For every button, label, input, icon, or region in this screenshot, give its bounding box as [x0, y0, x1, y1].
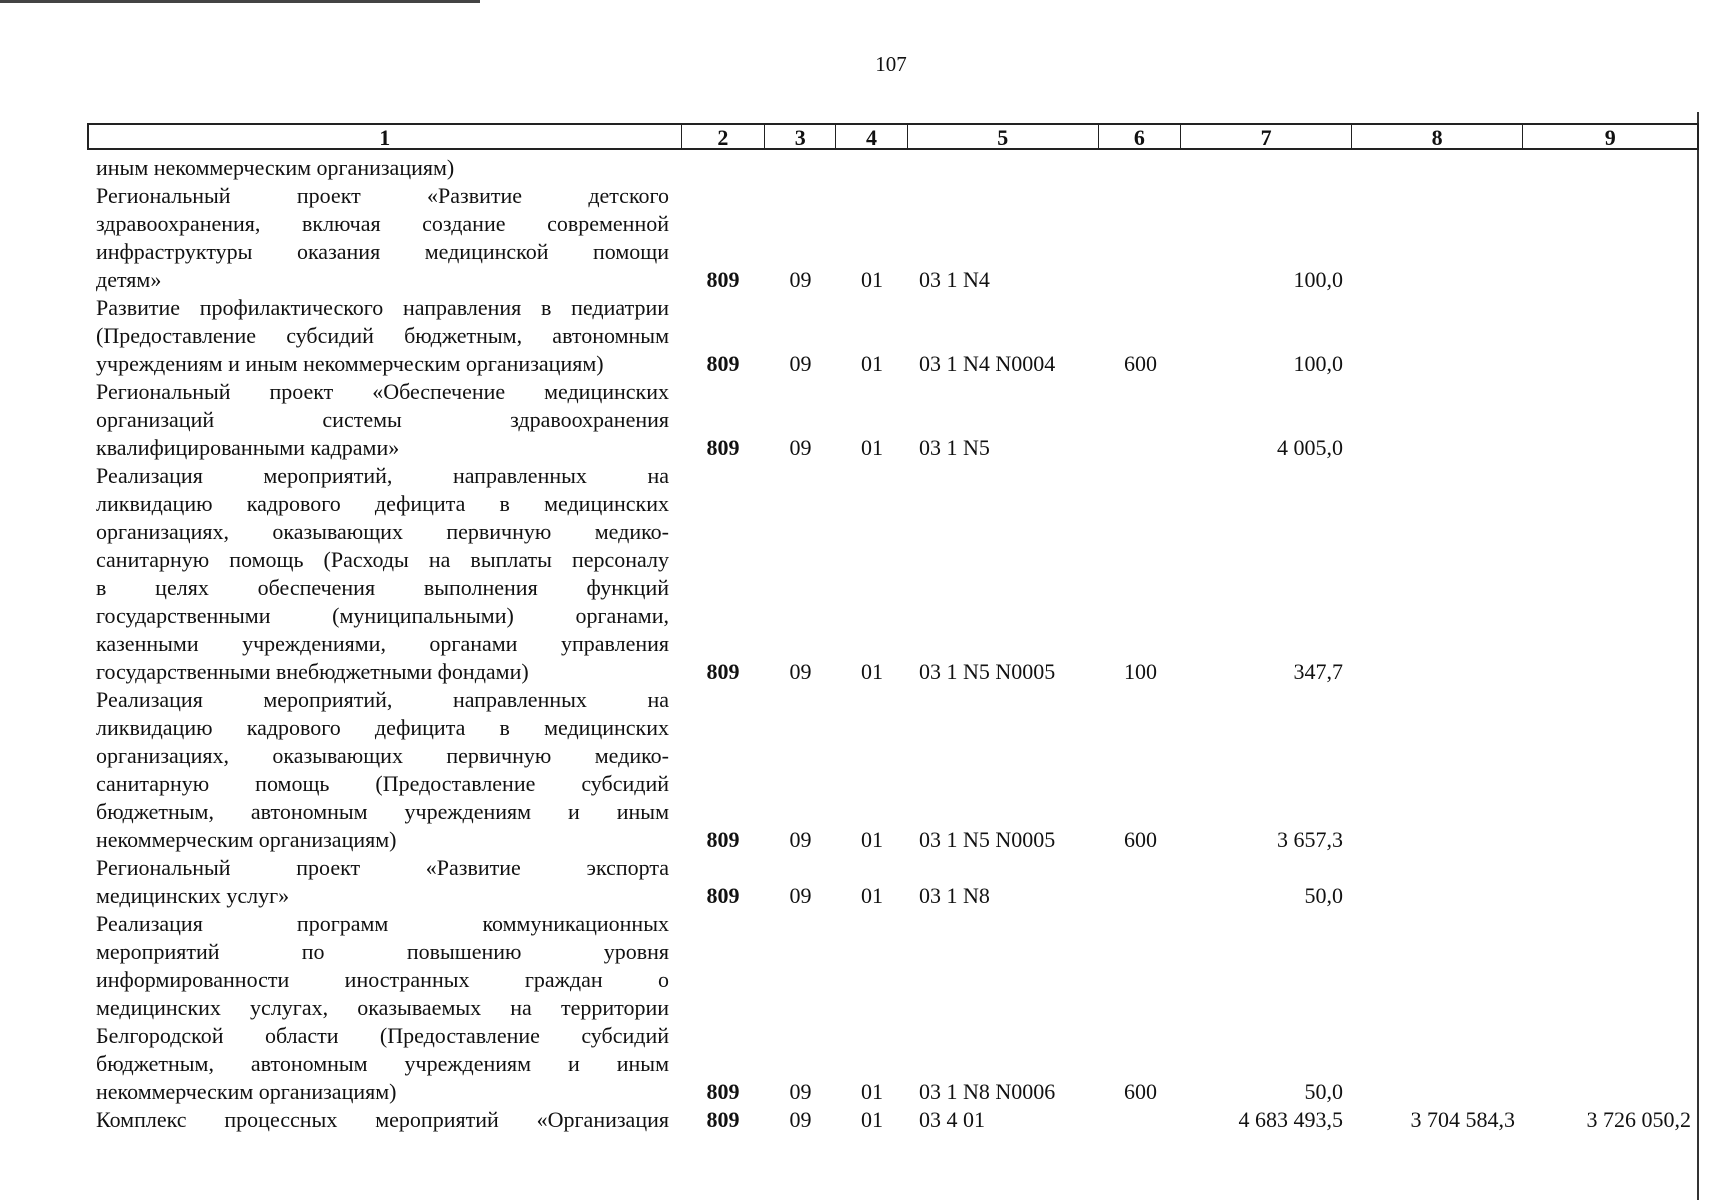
row-description-line: Реализация программ коммуникационных — [96, 911, 669, 936]
row-description-line: некоммерческим организациям) — [96, 1079, 397, 1104]
expense-type-code: 600 — [1124, 1079, 1157, 1104]
amount-year-1: 347,7 — [1293, 659, 1343, 684]
row-description-line: Комплекс процессных мероприятий «Организация — [96, 1107, 669, 1132]
header-col-3: 3 — [765, 125, 836, 148]
row-description-line: информированности иностранных граждан о — [96, 967, 669, 992]
amount-year-3 — [1525, 882, 1691, 910]
subsection-code: 01 — [861, 883, 883, 908]
subsection-code: 01 — [861, 435, 883, 460]
chapter-code: 809 — [706, 827, 740, 852]
row-description-line: Белгородской области (Предоставление субсидий — [96, 1023, 669, 1048]
amount-year-3 — [1525, 434, 1691, 462]
row-description-line: Региональный проект «Развитие детского — [96, 183, 669, 208]
amount-year-2 — [1353, 266, 1515, 294]
chapter-code: 809 — [706, 1079, 740, 1104]
amount-year-3: 3 726 050,2 — [1586, 1107, 1691, 1132]
amount-year-1: 4 005,0 — [1277, 435, 1343, 460]
row-description-line: детям» — [96, 267, 162, 292]
row-description-line: в целях обеспечения выполнения функций — [96, 575, 669, 600]
row-description-line: медицинских услуг» — [96, 883, 290, 908]
amount-year-1: 100,0 — [1293, 351, 1343, 376]
amount-year-3 — [1525, 1078, 1691, 1106]
target-article-code: 03 1 N4 N0004 — [919, 351, 1056, 376]
page-number: 107 — [875, 52, 907, 76]
row-description-line: организациях, оказывающих первичную медико- — [96, 519, 669, 544]
table-right-border — [1697, 112, 1699, 1200]
amount-year-2 — [1353, 826, 1515, 854]
amount-year-2 — [1353, 882, 1515, 910]
section-code: 09 — [789, 1079, 812, 1104]
chapter-code: 809 — [706, 659, 740, 684]
target-article-code: 03 4 01 — [919, 1107, 985, 1132]
table-header-row — [87, 123, 1699, 150]
chapter-code: 809 — [706, 267, 740, 292]
subsection-code: 01 — [861, 827, 883, 852]
target-article-code: 03 1 N5 N0005 — [919, 827, 1056, 852]
row-description-line: квалифицированными кадрами» — [96, 435, 400, 460]
section-code: 09 — [789, 883, 812, 908]
row-description-line: Развитие профилактического направления в педиатрии — [96, 295, 669, 320]
chapter-code: 809 — [706, 883, 740, 908]
target-article-code: 03 1 N4 — [919, 267, 990, 292]
row-description-line: бюджетным, автономным учреждениям и иным — [96, 1051, 669, 1076]
expense-type-code: 100 — [1124, 659, 1157, 684]
subsection-code: 01 — [861, 351, 883, 376]
row-description-line: государственными (муниципальными) органами, — [96, 603, 669, 628]
amount-year-1: 100,0 — [1293, 267, 1343, 292]
header-col-5: 5 — [908, 125, 1099, 148]
expense-type-code — [1099, 882, 1182, 910]
subsection-code: 01 — [861, 659, 883, 684]
header-col-8: 8 — [1352, 125, 1524, 148]
expense-type-code: 600 — [1124, 827, 1157, 852]
header-col-2: 2 — [682, 125, 766, 148]
row-description-line: организаций системы здравоохранения — [96, 407, 669, 432]
header-col-4: 4 — [836, 125, 908, 148]
row-description-line: Реализация мероприятий, направленных на — [96, 463, 669, 488]
row-description-line: инфраструктуры оказания медицинской помощи — [96, 239, 669, 264]
subsection-code: 01 — [861, 1079, 883, 1104]
section-code: 09 — [789, 827, 812, 852]
amount-year-1: 3 657,3 — [1277, 827, 1343, 852]
row-description-line: санитарную помощь (Предоставление субсидий — [96, 771, 669, 796]
row-description-line: ликвидацию кадрового дефицита в медицинских — [96, 715, 669, 740]
row-description-line: Реализация мероприятий, направленных на — [96, 687, 669, 712]
subsection-code: 01 — [861, 267, 883, 292]
expense-type-code — [1099, 434, 1182, 462]
header-col-6: 6 — [1099, 125, 1182, 148]
scan-artifact-line — [0, 0, 480, 3]
row-description-line: некоммерческим организациям) — [96, 827, 397, 852]
row-description-line: медицинских услугах, оказываемых на территории — [96, 995, 669, 1020]
expense-type-code — [1099, 266, 1182, 294]
section-code: 09 — [789, 351, 812, 376]
row-description-line: здравоохранения, включая создание современной — [96, 211, 669, 236]
amount-year-1: 50,0 — [1304, 883, 1343, 908]
target-article-code: 03 1 N5 N0005 — [919, 659, 1056, 684]
target-article-code: 03 1 N5 — [919, 435, 990, 460]
amount-year-1: 50,0 — [1304, 1079, 1343, 1104]
chapter-code: 809 — [706, 1107, 740, 1132]
amount-year-2 — [1353, 658, 1515, 686]
amount-year-3 — [1525, 350, 1691, 378]
row-description-line: бюджетным, автономным учреждениям и иным — [96, 799, 669, 824]
row-description-line: Региональный проект «Развитие экспорта — [96, 855, 669, 880]
chapter-code: 809 — [706, 435, 740, 460]
section-code: 09 — [789, 435, 812, 460]
row-description-line: организациях, оказывающих первичную медико- — [96, 743, 669, 768]
row-description-line: учреждениям и иным некоммерческим организациям) — [96, 351, 604, 376]
row-description-line: государственными внебюджетными фондами) — [96, 659, 529, 684]
row-description-line: казенными учреждениями, органами управления — [96, 631, 669, 656]
target-article-code: 03 1 N8 N0006 — [919, 1079, 1056, 1104]
amount-year-1: 4 683 493,5 — [1238, 1107, 1343, 1132]
amount-year-3 — [1525, 826, 1691, 854]
header-col-1: 1 — [89, 125, 682, 148]
row-description-line: иным некоммерческим организациям) — [96, 155, 455, 180]
subsection-code: 01 — [861, 1107, 883, 1132]
amount-year-2: 3 704 584,3 — [1410, 1107, 1515, 1132]
amount-year-2 — [1353, 434, 1515, 462]
amount-year-2 — [1353, 1078, 1515, 1106]
row-description-line: (Предоставление субсидий бюджетным, автономным — [96, 323, 669, 348]
header-col-9: 9 — [1604, 125, 1616, 150]
section-code: 09 — [789, 1107, 812, 1132]
amount-year-3 — [1525, 658, 1691, 686]
row-description-line: санитарную помощь (Расходы на выплаты персоналу — [96, 547, 669, 572]
section-code: 09 — [789, 659, 812, 684]
amount-year-3 — [1525, 266, 1691, 294]
row-description-line: Региональный проект «Обеспечение медицинских — [96, 379, 669, 404]
chapter-code: 809 — [706, 351, 740, 376]
row-description-line: мероприятий по повышению уровня — [96, 939, 669, 964]
section-code: 09 — [789, 267, 812, 292]
amount-year-2 — [1353, 350, 1515, 378]
target-article-code: 03 1 N8 — [919, 883, 990, 908]
row-description-line: ликвидацию кадрового дефицита в медицинских — [96, 491, 669, 516]
expense-type-code: 600 — [1124, 351, 1157, 376]
expense-type-code — [1099, 1106, 1182, 1134]
header-col-7: 7 — [1181, 125, 1352, 148]
